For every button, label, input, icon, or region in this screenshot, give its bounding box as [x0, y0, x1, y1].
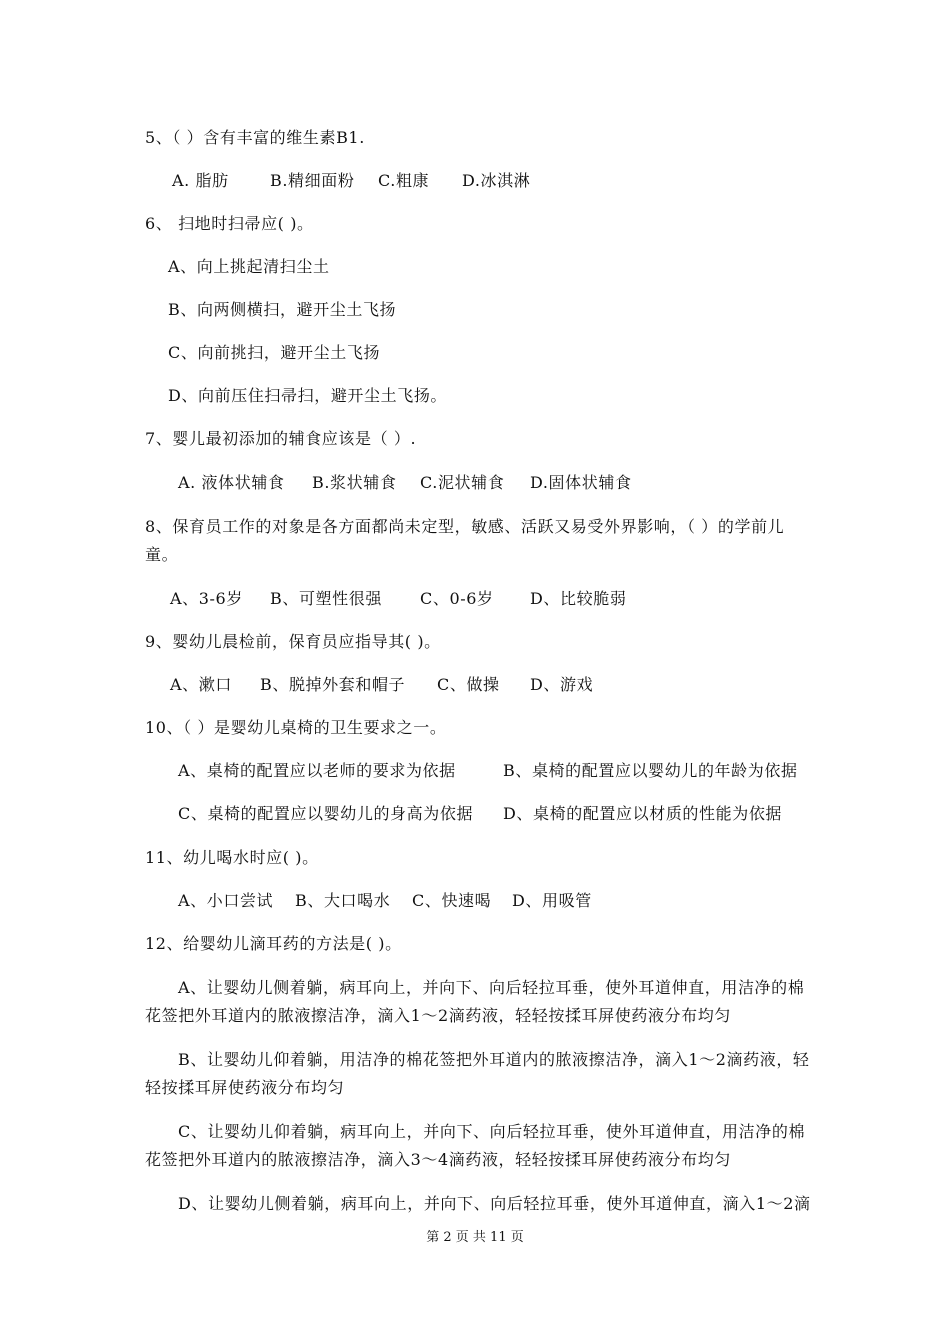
question-number: 9、	[145, 632, 173, 651]
question-number: 5、	[145, 128, 173, 147]
question-8-option-b: B、可塑性很强	[270, 589, 382, 608]
question-11-stem	[145, 847, 319, 869]
question-text: 扫地时扫帚应( )。	[172, 214, 314, 233]
question-10-option-b: B、桌椅的配置应以婴幼儿的年龄为依据	[503, 761, 798, 780]
question-7-option-c: C.泥状辅食	[420, 473, 505, 492]
question-number: 11、	[145, 848, 184, 867]
question-5-option-a: A. 脂肪	[172, 171, 229, 190]
question-number: 7、	[145, 429, 173, 448]
question-10-option-d: D、桌椅的配置应以材质的性能为依据	[503, 804, 783, 823]
question-7-option-a: A. 液体状辅食	[178, 473, 285, 492]
question-10-option-c: C、桌椅的配置应以婴幼儿的身高为依据	[178, 804, 474, 823]
question-8-option-d: D、比较脆弱	[530, 589, 627, 608]
question-6-stem	[145, 213, 314, 235]
question-12-option-d-line-1: D、让婴幼儿侧着躺，病耳向上，并向下、向后轻拉耳垂，使外耳道伸直，滴入1～2滴	[178, 1194, 811, 1213]
question-5-option-b: B.精细面粉	[270, 171, 355, 190]
question-8-option-a: A、3-6岁	[170, 589, 243, 608]
question-9-option-d: D、游戏	[530, 675, 594, 694]
question-text: 婴幼儿晨检前，保育员应指导其( )。	[172, 632, 441, 651]
question-number: 10、	[145, 718, 184, 737]
question-7-stem	[145, 428, 416, 450]
question-5-stem	[145, 127, 365, 149]
question-12-stem	[145, 933, 402, 955]
question-text: 幼儿喝水时应( )。	[183, 848, 319, 867]
question-12-option-a-line-1: A、让婴幼儿侧着躺，病耳向上，并向下、向后轻拉耳垂，使外耳道伸直，用洁净的棉	[178, 978, 805, 997]
question-text: 婴儿最初添加的辅食应该是（ ）.	[172, 429, 417, 448]
question-6-option-c: C、向前挑扫，避开尘土飞扬	[168, 343, 381, 362]
question-5-option-c: C.粗康	[378, 171, 430, 190]
question-text: 保育员工作的对象是各方面都尚未定型，敏感、活跃又易受外界影响，（ ）的学前儿	[172, 517, 785, 536]
question-11-option-b: B、大口喝水	[295, 891, 391, 910]
question-12-option-c-line-1: C、让婴幼儿仰着躺，病耳向上，并向下、向后轻拉耳垂，使外耳道伸直，用洁净的棉	[178, 1122, 806, 1141]
question-12-option-b-line-2: 轻按揉耳屏使药液分布均匀	[145, 1078, 345, 1097]
question-number: 12、	[145, 934, 184, 953]
question-8-stem-line-1	[145, 516, 784, 538]
question-text: （ ）含有丰富的维生素B1.	[172, 128, 365, 147]
question-10-option-a: A、桌椅的配置应以老师的要求为依据	[178, 761, 456, 780]
question-6-option-a: A、向上挑起清扫尘土	[168, 257, 330, 276]
question-6-option-d: D、向前压住扫帚扫，避开尘土飞扬。	[168, 386, 448, 405]
question-12-option-c-line-2: 花签把外耳道内的脓液擦洁净，滴入3～4滴药液，轻轻按揉耳屏使药液分布均匀	[145, 1150, 731, 1169]
question-9-stem	[145, 631, 441, 653]
question-11-option-d: D、用吸管	[512, 891, 592, 910]
question-5-option-d: D.冰淇淋	[462, 171, 531, 190]
question-11-option-c: C、快速喝	[412, 891, 492, 910]
question-10-stem	[145, 717, 446, 739]
question-9-option-b: B、脱掉外套和帽子	[260, 675, 406, 694]
question-number: 6、	[145, 214, 173, 233]
question-11-option-a: A、小口尝试	[178, 891, 274, 910]
question-number: 8、	[145, 517, 173, 536]
question-8-stem-line-2: 童。	[145, 545, 179, 564]
question-8-option-c: C、0-6岁	[420, 589, 494, 608]
question-9-option-a: A、漱口	[170, 675, 232, 694]
question-12-option-a-line-2: 花签把外耳道内的脓液擦洁净，滴入1～2滴药液，轻轻按揉耳屏使药液分布均匀	[145, 1006, 731, 1025]
question-7-option-b: B.浆状辅食	[312, 473, 397, 492]
page-footer: 第 2 页 共 11 页	[426, 1230, 524, 1245]
question-9-option-c: C、做操	[437, 675, 500, 694]
question-7-option-d: D.固体状辅食	[530, 473, 632, 492]
question-text: （ ）是婴幼儿桌椅的卫生要求之一。	[183, 718, 447, 737]
question-12-option-b-line-1: B、让婴幼儿仰着躺，用洁净的棉花签把外耳道内的脓液擦洁净，滴入1～2滴药液，轻	[178, 1050, 810, 1069]
question-text: 给婴幼儿滴耳药的方法是( )。	[183, 934, 402, 953]
question-6-option-b: B、向两侧横扫，避开尘土飞扬	[168, 300, 397, 319]
